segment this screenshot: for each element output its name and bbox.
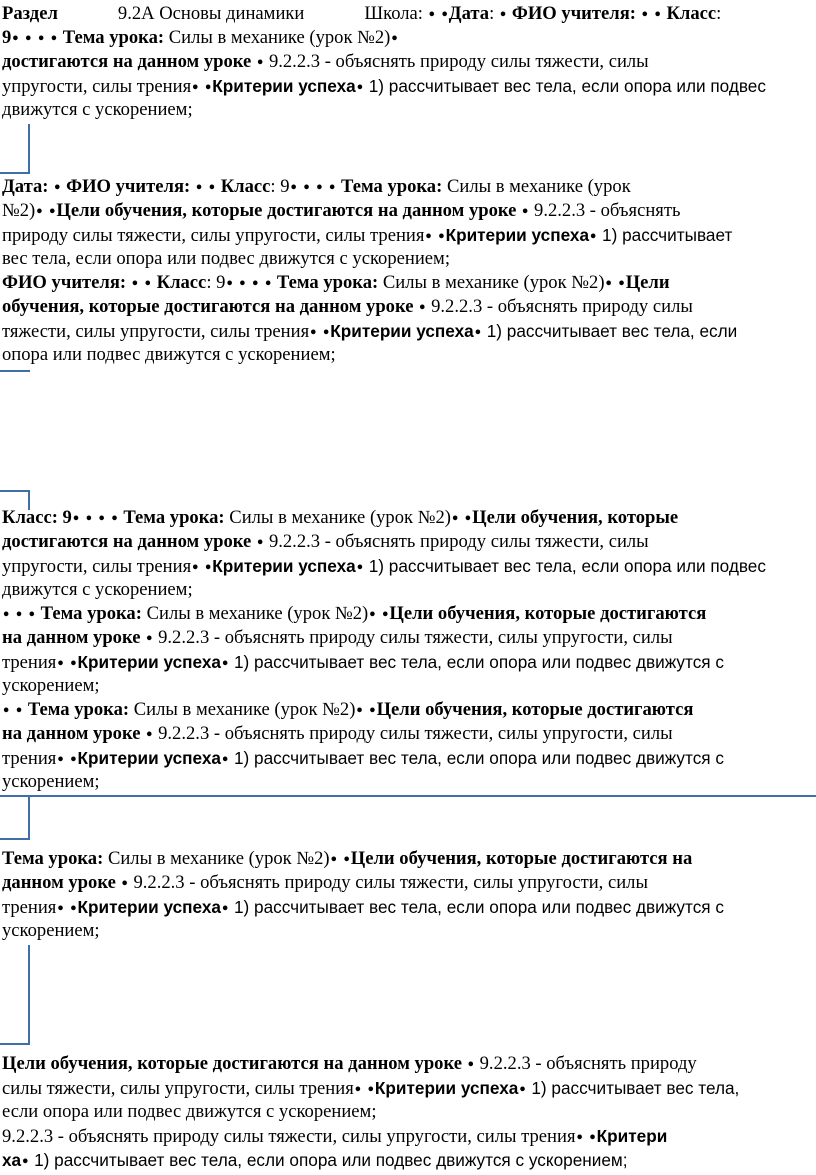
block8-line1 [2,1052,816,1076]
class-label: Класс [156,272,207,293]
topic-label: Тема урока: [123,507,225,528]
table-border [0,795,816,797]
goals-label: обучения, которые достигаются на данном уроке [2,296,414,317]
goal-text: 9.2.2.3 - объяснять природу силы [431,296,693,317]
bullet-icon: • • • • [289,181,337,196]
bullet-icon: • • [56,753,78,768]
teacher-label: ФИО учителя: [66,176,191,197]
topic-label: Тема урока: [276,272,379,293]
topic-value: Силы в механике (урок №2) [229,507,451,528]
bullet-icon: • • [427,8,449,23]
topic-label: Тема урока: [27,699,130,720]
table-border [28,795,30,839]
bullet-icon: • [145,632,154,647]
table-border [0,370,30,372]
block1-line3 [2,50,816,74]
class-label: Класс: 9 [2,507,72,528]
block2-line2 [2,199,816,223]
block8 [2,1052,816,1124]
body-text: ускорением; [2,920,100,941]
bullet-icon: • • [640,8,662,23]
block7-line2 [2,871,816,895]
bullet-icon: • • [450,512,473,527]
topic-value: Силы в механике (урок №2) [133,699,356,720]
teacher-label: ФИО учителя: [2,272,127,293]
goal-text: 9.2.2.3 - объяснять природу силы тяжести, силы упругости, силы [133,872,648,893]
bullet-icon: • • [329,853,351,868]
block2-line3 [2,223,816,247]
bullet-icon: • [120,877,129,892]
bullet-icon: • • [191,561,213,576]
body-text: ускорением; [2,771,100,792]
bullet-icon: • [220,902,230,917]
bullet-icon: • [53,181,62,196]
body-text: если опора или подвес движутся с ускорением; [2,1101,377,1122]
criteria-label: Критерии успеха [77,897,221,917]
goal-text: 9.2.2.3 - объяснять природу силы тяжести, силы [268,531,649,552]
bullet-icon: • • [424,230,446,245]
block6-line2 [2,722,816,746]
goal-text: 9.2.2.3 - объяснять природу [479,1053,697,1074]
bullet-icon: • • • [2,608,36,623]
block5 [2,602,816,698]
body-text: трения [2,748,57,769]
block1-line4 [2,74,816,98]
block1-line2 [2,26,816,50]
date-colon: : [489,3,495,24]
bullet-icon: • [220,657,230,672]
block3-line3 [2,319,816,343]
bullet-icon: • • [309,326,331,341]
bullet-icon: • [145,728,154,743]
body-text: упругости, силы трения [2,556,192,577]
bullet-icon: • • [575,1131,597,1146]
criteria-label: Критерии успеха [445,225,590,245]
block4-line4 [2,578,816,602]
school-label: Школа: [364,3,423,24]
goal-text: 9.2.2.3 - объяснять природу силы тяжести, силы [268,51,649,72]
block3-line2 [2,295,816,319]
block2 [2,175,816,271]
bullet-icon: • • [130,277,152,292]
bullet-icon: • • [368,608,390,623]
block9 [2,1124,816,1172]
goals-label: Цели [625,272,670,293]
block3 [2,271,816,367]
goal-text: 9.2.2.3 - объяснять природу силы тяжести, силы упругости, силы трения [2,1126,576,1147]
bullet-icon: • • [191,81,213,96]
criterion-text: 1) рассчитывает вес тела, если опора или подвес [368,556,766,576]
bullet-icon: • [589,230,598,245]
header-block [2,2,816,122]
block4-line3 [2,554,816,578]
topic-label: Тема урока: [62,27,165,48]
topic-value: Силы в механике (урок [446,176,631,197]
block6-line4 [2,770,816,794]
block8-line2 [2,1076,816,1100]
block8-line3 [2,1100,816,1124]
topic-label: Тема урока: [2,848,104,869]
block9-line1 [2,1124,816,1148]
date-label: Дата [448,3,490,24]
bullet-icon: • [466,1058,475,1073]
block9-line2 [2,1148,816,1172]
topic-value: Силы в механике (урок №2) [382,272,605,293]
block5-line3 [2,650,816,674]
bullet-icon: • • [353,1083,375,1098]
teacher-label: ФИО учителя: [511,3,636,24]
criteria-label: Критерии успеха [77,652,221,672]
goals-label: данном уроке [2,872,116,893]
criteria-label: Критерии успеха [212,556,356,576]
block7 [2,847,816,943]
goals-label: на данном уроке [2,627,141,648]
criteria-label: ха [2,1150,22,1170]
body-text: опора или подвес движутся с ускорением; [2,344,336,365]
bullet-icon: • [518,1083,527,1098]
bullet-icon: • • [194,181,217,196]
goals-label: достигаются на данном уроке [2,531,252,552]
block5-line2 [2,626,816,650]
goal-text: 9.2.2.3 - объяснять природу силы тяжести, силы упругости, силы [158,723,673,744]
criteria-label: Критерии успеха [77,748,221,768]
block3-line4 [2,343,816,367]
goals-label: Цели обучения, которые достигаются [389,603,707,624]
block7-line3 [2,895,816,919]
block4 [2,506,816,602]
bullet-icon: • [355,561,365,576]
topic-label: Тема урока: [341,176,443,197]
block5-line4 [2,674,816,698]
class-colon: : [716,3,722,24]
body-text: движутся с ускорением; [2,99,193,120]
bullet-icon: • [255,56,265,71]
bullet-icon: • • [355,704,377,719]
block7-line4 [2,919,816,943]
goal-text: природу силы тяжести, силы упругости, силы трения [2,225,425,246]
criterion-text: 1) рассчитывает вес тела, если [486,321,738,341]
goals-label: на данном уроке [2,723,141,744]
block6-line1 [2,698,816,722]
table-border [0,490,30,492]
bullet-icon: • • • • [11,32,59,47]
criteria-label: Критерии успеха [374,1078,519,1098]
bullet-icon: • [21,1155,30,1170]
bullet-icon: • [521,205,530,220]
table-border [0,838,30,840]
topic-label: Тема урока: [40,603,142,624]
body-text: движутся с ускорением; [2,579,193,600]
table-border [0,1043,30,1045]
table-border [28,945,30,1045]
bullet-icon: • • [2,704,24,719]
bullet-icon: • [220,753,230,768]
bullet-icon: • [498,8,508,23]
criteria-label: Критерии успеха [212,76,356,96]
criterion-text: 1) рассчитывает вес тела, если опора или подвес [368,76,766,96]
body-text: ускорением; [2,675,100,696]
bullet-icon: • • [604,277,626,292]
bullet-icon: • • • • [71,512,119,527]
goals-label: Цели обучения, которые достигаются [376,699,694,720]
table-border [28,124,30,174]
class-value: : 9 [270,176,290,197]
goal-text: 9.2.2.3 - объяснять природу силы тяжести, силы упругости, силы [158,627,673,648]
body-text: упругости, силы трения [2,76,192,97]
block6-line3 [2,746,816,770]
header-line [2,2,816,26]
topic-value: Силы в механике (урок №2) [146,603,369,624]
body-text: трения [2,652,57,673]
bullet-icon: • • [35,205,57,220]
goals-label: Цели обучения, которые достигаются на данном уроке [56,200,517,221]
date-label: Дата: [2,176,49,197]
criteria-label: Критерии успеха [330,321,474,341]
section-label: Раздел [2,3,58,24]
goals-label: Цели обучения, которые [472,507,679,528]
block2-line1 [2,175,816,199]
block2-line4 [2,247,816,271]
goals-label: достигаются на данном уроке [2,51,252,72]
class-label: Класс [666,3,717,24]
goal-text: силы тяжести, силы упругости, силы трения [2,1078,354,1099]
block7-line1 [2,847,816,871]
bullet-icon: • • [56,657,78,672]
goals-label: Цели обучения, которые достигаются на данном уроке [2,1053,462,1074]
criterion-text: 1) рассчитывает вес тела, если опора или подвес движутся с [233,748,724,768]
body-text: вес тела, если опора или подвес движутся с ускорением; [2,248,450,269]
bullet-icon: • • [56,902,78,917]
bullet-icon: • [390,32,399,47]
topic-value: Силы в механике (урок №2) [168,27,391,48]
topic-value: Силы в механике (урок №2) [107,848,330,869]
block4-line2 [2,530,816,554]
bullet-icon: • [355,81,365,96]
class-number: 9 [2,27,12,48]
criterion-text: 1) рассчитывает [602,225,733,245]
class-label: Класс [220,176,271,197]
goal-text: 9.2.2.3 - объяснять [534,200,681,221]
block6 [2,698,816,794]
criteria-label: Критери [596,1126,668,1146]
table-border [0,172,30,174]
criterion-text: 1) рассчитывает вес тела, [531,1078,740,1098]
criterion-text: 1) рассчитывает вес тела, если опора или подвес движутся с [233,652,724,672]
goals-label: Цели обучения, которые достигаются на [350,848,693,869]
bullet-icon: • [473,326,483,341]
criterion-text: 1) рассчитывает вес тела, если опора или подвес движутся с ускорением; [34,1150,628,1170]
block3-line1 [2,271,816,295]
bullet-icon: • [418,301,427,316]
section-value: 9.2А Основы динамики [117,3,305,24]
criterion-text: 1) рассчитывает вес тела, если опора или подвес движутся с [233,897,724,917]
bullet-icon: • • • • [225,277,273,292]
body-text: трения [2,897,57,918]
block4-line1 [2,506,816,530]
goal-text: тяжести, силы упругости, силы трения [2,321,310,342]
block1-line5 [2,98,816,122]
bullet-icon: • [255,536,265,551]
block5-line1 [2,602,816,626]
topic-value: №2) [2,200,36,221]
class-value: : 9 [206,272,226,293]
